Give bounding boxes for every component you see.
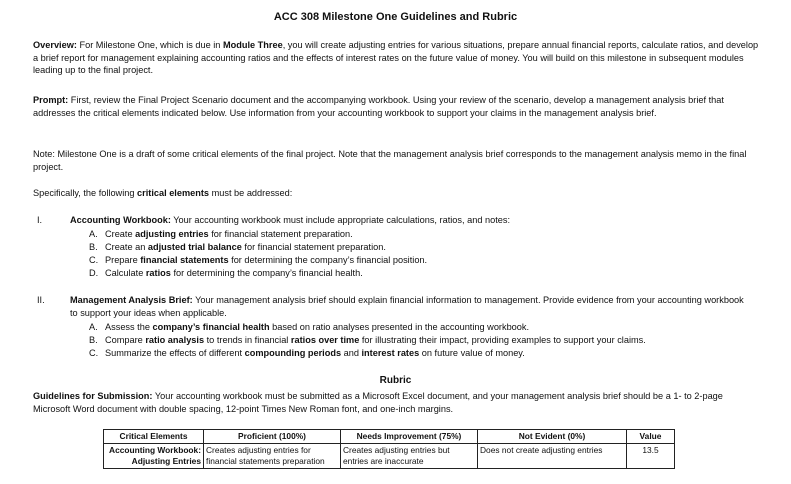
item-text-post: for determining the company’s financial position. bbox=[228, 255, 428, 265]
note-paragraph: Note: Milestone One is a draft of some critical elements of the final project. Note that the management analysis brief corresponds to the management analysis memo in the final project. bbox=[33, 149, 747, 172]
prompt-text: First, review the Final Project Scenario document and the accompanying workbook. Using your review of the scenario, develop a management analysis brief that addresses the critical elements indicated below. Use information from your accounting workbook to support your claims in the management analysis brief. bbox=[33, 95, 724, 118]
section-1-item-d bbox=[89, 267, 739, 280]
section-1-item-a bbox=[89, 228, 739, 241]
critical-element-cell bbox=[104, 444, 204, 469]
specifically-text-1: Specifically, the following bbox=[33, 188, 138, 198]
item-text-bold: compounding periods bbox=[244, 348, 342, 358]
item-text-post: for financial statement preparation. bbox=[208, 229, 353, 239]
value-cell: 13.5 bbox=[627, 444, 675, 469]
overview-bold: Module Three bbox=[222, 40, 283, 50]
item-letter: C. bbox=[89, 348, 99, 358]
guidelines-label: Guidelines for Submission: bbox=[33, 391, 153, 401]
section-1-item-b bbox=[89, 241, 739, 254]
section-2-text: Your management analysis brief should explain financial information to management. Provide evidence from your accounting workbook to support your ideas when applicable. bbox=[70, 295, 744, 318]
not-evident-cell: Does not create adjusting entries bbox=[478, 444, 627, 469]
item-text-bold: ratios over time bbox=[290, 335, 360, 345]
item-text-pre: Create an bbox=[105, 242, 148, 252]
document-title: ACC 308 Milestone One Guidelines and Rubric bbox=[273, 11, 518, 23]
overview-label: Overview: bbox=[33, 40, 77, 50]
specifically-bold: critical elements bbox=[137, 188, 210, 198]
item-letter: B. bbox=[89, 242, 98, 252]
guidelines-text: Your accounting workbook must be submitted as a Microsoft Excel document, and your management analysis brief should be a 1- to 2-page Microsoft Word document with double spacing, 12-point Times New Roman font, and one-inch margins. bbox=[33, 391, 723, 414]
rubric-table bbox=[103, 429, 675, 469]
section-2-item-a bbox=[89, 321, 739, 334]
table-row bbox=[104, 444, 675, 469]
item-text-pre: Calculate bbox=[105, 268, 146, 278]
item-text-bold: company’s financial health bbox=[152, 322, 270, 332]
item-text-mid: and bbox=[341, 348, 362, 358]
section-1-number: I. bbox=[37, 215, 43, 225]
section-2-intro bbox=[70, 294, 750, 319]
section-1-item-c bbox=[89, 254, 739, 267]
rubric-heading: Rubric bbox=[379, 375, 412, 386]
item-text-pre: Create bbox=[105, 229, 136, 239]
proficient-cell: Creates adjusting entries for financial statements preparation bbox=[204, 444, 341, 469]
section-1-label: Accounting Workbook: bbox=[70, 215, 171, 225]
item-text-post: based on ratio analyses presented in the accounting workbook. bbox=[269, 322, 530, 332]
section-2-item-b bbox=[89, 334, 739, 347]
specifically-text-2: must be addressed: bbox=[209, 188, 293, 198]
item-text-pre: Summarize the effects of different bbox=[105, 348, 245, 358]
header-value: Value bbox=[627, 430, 675, 444]
item-letter: A. bbox=[89, 322, 98, 332]
item-text-bold: adjusted trial balance bbox=[147, 242, 242, 252]
section-1-text: Your accounting workbook must include appropriate calculations, ratios, and notes: bbox=[170, 215, 511, 225]
item-text-post: for illustrating their impact, providing examples to support your claims. bbox=[359, 335, 646, 345]
item-text-post: for financial statement preparation. bbox=[241, 242, 386, 252]
critical-element-line-2: Adjusting Entries bbox=[131, 456, 201, 466]
overview-text-1: For Milestone One, which is due in bbox=[76, 40, 223, 50]
header-not-evident: Not Evident (0%) bbox=[478, 430, 627, 444]
critical-element-line-1: Accounting Workbook: bbox=[109, 445, 201, 455]
item-text-pre: Assess the bbox=[105, 322, 153, 332]
item-text-post: on future value of money. bbox=[419, 348, 525, 358]
prompt-paragraph bbox=[33, 94, 761, 119]
item-letter: B. bbox=[89, 335, 98, 345]
header-critical-elements: Critical Elements bbox=[104, 430, 204, 444]
item-text-pre: Compare bbox=[105, 335, 146, 345]
header-needs-improvement: Needs Improvement (75%) bbox=[341, 430, 478, 444]
needs-improvement-cell: Creates adjusting entries but entries are inaccurate bbox=[341, 444, 478, 469]
item-letter: A. bbox=[89, 229, 98, 239]
item-letter: D. bbox=[89, 268, 99, 278]
item-text-bold: financial statements bbox=[140, 255, 229, 265]
rubric-header-row bbox=[104, 430, 675, 444]
header-proficient: Proficient (100%) bbox=[204, 430, 341, 444]
section-2-label: Management Analysis Brief: bbox=[70, 295, 193, 305]
item-text-pre: Prepare bbox=[105, 255, 141, 265]
prompt-label: Prompt: bbox=[33, 95, 69, 105]
overview-text-2: , you will create adjusting entries for various situations, prepare annual financial reports, calculate ratios, and develop a brief report for management explaining accounting ratios and the effects of interest rates on the future value of money. You will build on this milestone in subsequent modules leading up to the final project. bbox=[33, 40, 759, 76]
item-text-bold: interest rates bbox=[361, 348, 420, 358]
item-letter: C. bbox=[89, 255, 99, 265]
item-text-bold: ratio analysis bbox=[145, 335, 205, 345]
section-1-intro bbox=[70, 214, 750, 227]
section-2-number: II. bbox=[37, 295, 45, 305]
item-text-mid: to trends in financial bbox=[204, 335, 291, 345]
section-2-item-c bbox=[89, 347, 739, 360]
item-text-post: for determining the company’s financial health. bbox=[170, 268, 363, 278]
item-text-bold: adjusting entries bbox=[135, 229, 209, 239]
guidelines-paragraph bbox=[33, 390, 761, 415]
overview-paragraph bbox=[33, 39, 761, 77]
item-text-bold: ratios bbox=[145, 268, 171, 278]
specifically-paragraph bbox=[33, 187, 761, 200]
